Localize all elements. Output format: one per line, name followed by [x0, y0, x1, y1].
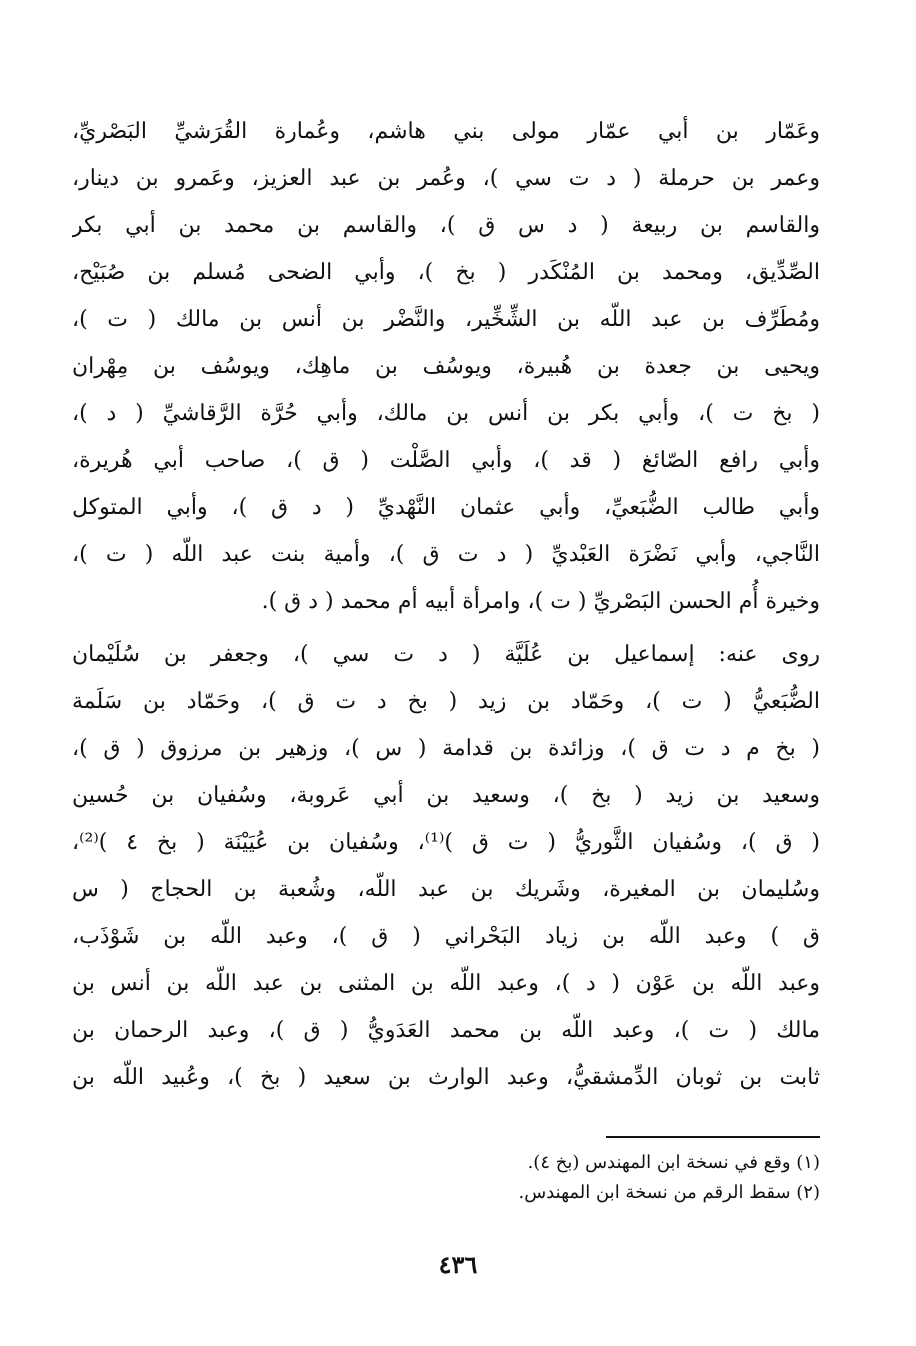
text-line: وعَمّار بن أبي عمّار مولى بني هاشم، وعُمارة القُرَشيِّ البَصْريِّ،	[72, 119, 820, 144]
footnotes	[220, 1148, 820, 1208]
paragraph-narrated-by	[72, 631, 820, 1101]
text-line: وعمر بن حرملة ( د ت سي )، وعُمر بن عبد العزيز، وعَمرو بن دينار،	[72, 166, 820, 191]
text-line: الضُّبَعيُّ ( ت )، وحَمّاد بن زيد ( بخ د ت ق )، وحَمّاد بن سَلَمة	[72, 689, 820, 714]
main-text	[72, 108, 820, 1101]
text-line: وسعيد بن زيد ( بخ )، وسعيد بن أبي عَروبة، وسُفيان بن حُسين	[72, 783, 820, 808]
text-line: النَّاجي، وأبي نَضْرَة العَبْديِّ ( د ت ق )، وأمية بنت عبد اللّه ( ت )،	[72, 542, 820, 567]
text-line: الصِّدِّيق، ومحمد بن المُنْكَدر ( بخ )، وأبي الضحى مُسلم بن صُبَيْح،	[72, 260, 820, 285]
text-line: ومُطَرِّف بن عبد اللّه بن الشِّخِّير، والنَّضْر بن أنس بن مالك ( ت )،	[72, 307, 820, 332]
text-line: روى عنه: إسماعيل بن عُلَيَّة ( د ت سي )، وجعفر بن سُلَيْمان	[72, 642, 820, 667]
text-line: وسُليمان بن المغيرة، وشَريك بن عبد اللّه، وشُعبة بن الحجاج ( س	[72, 877, 820, 902]
text-line: وعبد اللّه بن عَوْن ( د )، وعبد اللّه بن المثنى بن عبد اللّه بن أنس بن	[72, 971, 820, 996]
text-line: ثابت بن ثوبان الدِّمشقيُّ، وعبد الوارث بن سعيد ( بخ )، وعُبيد اللّه بن	[72, 1065, 820, 1090]
page-number: ٤٣٦	[438, 1250, 478, 1279]
text-line: ( بخ ت )، وأبي بكر بن أنس بن مالك، وأبي حُرَّة الرَّقاشيِّ ( د )،	[72, 401, 820, 426]
text-line: وأبي طالب الضُّبَعيِّ، وأبي عثمان النَّهْديِّ ( د ق )، وأبي المتوكل	[72, 495, 820, 520]
footnote-1: (١) وقع في نسخة ابن المهندس (بخ ٤).	[527, 1152, 820, 1173]
text-line: وأبي رافع الصّائغ ( قد )، وأبي الصَّلْت ( ق )، صاحب أبي هُريرة،	[72, 448, 820, 473]
text-line: مالك ( ت )، وعبد اللّه بن محمد العَدَويُّ ( ق )، وعبد الرحمان بن	[72, 1018, 820, 1043]
text-line: ( ق )، وسُفيان الثَّوريُّ ( ت ق )⁽¹⁾، وسُفيان بن عُيَيْنَة ( بخ ٤ )⁽²⁾،	[72, 830, 820, 855]
text-line: والقاسم بن ربيعة ( د س ق )، والقاسم بن محمد بن أبي بكر	[72, 213, 820, 238]
text-line: وخيرة أُم الحسن البَصْريِّ ( ت )، وامرأة أبيه أم محمد ( د ق ).	[261, 589, 820, 614]
text-line: ق ) وعبد اللّه بن زياد البَحْراني ( ق )، وعبد اللّه بن شَوْذَب،	[72, 924, 820, 949]
text-line: ( بخ م د ت ق )، وزائدة بن قدامة ( س )، وزهير بن مرزوق ( ق )،	[72, 736, 820, 761]
footnote-separator	[606, 1136, 820, 1138]
paragraph-narrators-from	[72, 108, 820, 625]
footnote-2: (٢) سقط الرقم من نسخة ابن المهندس.	[518, 1182, 820, 1203]
text-line: ويحيى بن جعدة بن هُبيرة، ويوسُف بن ماهِك، ويوسُف بن مِهْران	[72, 354, 820, 379]
